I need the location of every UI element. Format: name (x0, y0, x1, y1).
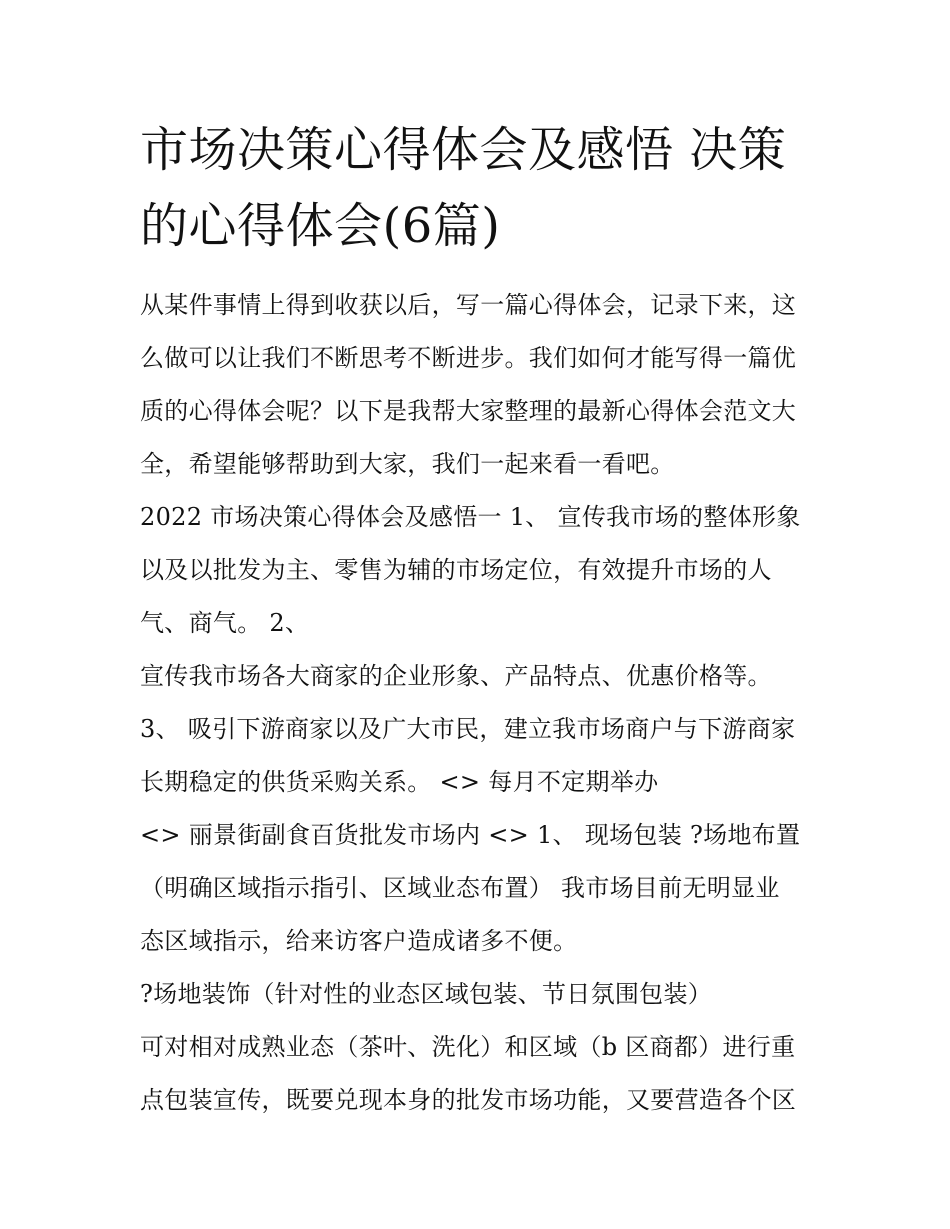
document-title (140, 112, 830, 264)
paragraph-line: 以及以批发为主、零售为辅的市场定位，有效提升市场的人 (140, 556, 772, 584)
paragraph-line: 么做可以让我们不断思考不断进步。我们如何才能写得一篇优 (140, 344, 797, 372)
paragraph-line: 宣传我市场各大商家的企业形象、产品特点、优惠价格等。 (140, 662, 772, 690)
paragraph-line: 全，希望能够帮助到大家，我们一起来看一看吧。 (140, 450, 675, 478)
paragraph-line: 2022 市场决策心得体会及感悟一 1、 宣传我市场的整体形象 (140, 503, 801, 531)
paragraph-line: ?场地装饰（针对性的业态区域包装、节日氛围包装） (140, 980, 713, 1008)
paragraph-line: 从某件事情上得到收获以后，写一篇心得体会，记录下来，这 (140, 291, 797, 319)
paragraph-line: 气、商气。 2、 (140, 609, 310, 637)
paragraph-line: 3、 吸引下游商家以及广大市民，建立我市场商户与下游商家 (140, 715, 796, 743)
paragraph-line: 长期稳定的供货采购关系。 <> 每月不定期举办 (140, 768, 659, 796)
title-line: 的心得体会(6篇) (140, 198, 501, 254)
paragraph-line: <> 丽景街副食百货批发市场内 <> 1、 现场包装 ?场地布置 (140, 821, 801, 849)
paragraph-line: 点包装宣传，既要兑现本身的批发市场功能，又要营造各个区 (140, 1086, 797, 1114)
paragraph-line: 态区域指示，给来访客户造成诸多不便。 (140, 927, 578, 955)
paragraph-line: 质的心得体会呢？以下是我帮大家整理的最新心得体会范文大 (140, 397, 797, 425)
paragraph-line: 可对相对成熟业态（茶叶、洗化）和区域（b 区商都）进行重 (140, 1033, 796, 1061)
document-body (140, 279, 830, 1127)
paragraph-line: （明确区域指示指引、区域业态布置） 我市场目前无明显业 (140, 874, 780, 902)
title-line: 市场决策心得体会及感悟 决策 (140, 122, 787, 178)
